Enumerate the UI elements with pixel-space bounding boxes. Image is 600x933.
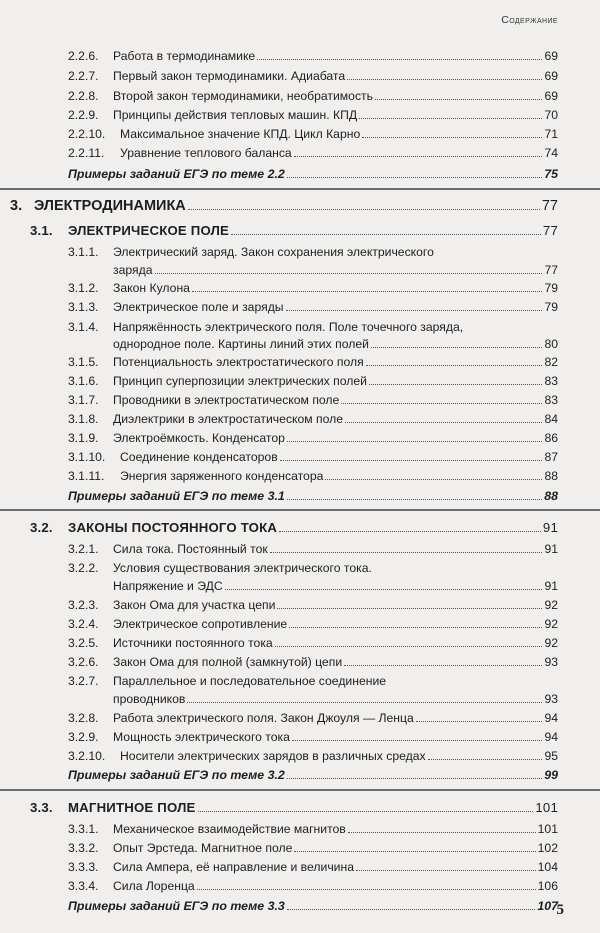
dot-leader xyxy=(187,702,542,703)
dot-leader xyxy=(270,552,543,553)
entry-page: 92 xyxy=(544,617,558,631)
entry-page: 77 xyxy=(541,198,558,214)
entry-number: 3.2.8. xyxy=(68,711,99,725)
entry-title: Механическое взаимодействие магнитов xyxy=(113,822,346,836)
entry-title: Закон Кулона xyxy=(113,281,190,295)
entry-number: 3.1.1. xyxy=(68,245,99,259)
entry-page: 79 xyxy=(544,281,558,295)
toc-entry-3-2-10[interactable] xyxy=(68,748,558,764)
dot-leader xyxy=(257,59,542,60)
toc-entry-3-1-6[interactable] xyxy=(68,373,558,389)
toc-entry-3-1-11[interactable] xyxy=(68,468,558,484)
entry-title: Соединение конденсаторов xyxy=(120,450,278,464)
dot-leader xyxy=(287,778,542,779)
entry-title-cont: однородное поле. Картины линий этих полей xyxy=(113,337,369,351)
entry-page: 80 xyxy=(544,337,558,351)
entry-title-cont: Напряжение и ЭДС xyxy=(113,579,223,593)
entry-title: Сила Лоренца xyxy=(113,879,195,893)
dot-leader xyxy=(347,79,542,80)
entry-title: МАГНИТНОЕ ПОЛЕ xyxy=(68,800,196,815)
dot-leader xyxy=(197,889,536,890)
entry-page: 77 xyxy=(542,223,558,238)
entry-number: 3.3. xyxy=(30,800,53,815)
entry-page: 82 xyxy=(544,355,558,369)
toc-entry-2-2-7[interactable] xyxy=(68,68,558,84)
entry-number: 3.1.3. xyxy=(68,300,99,314)
toc-examples-3-1[interactable] xyxy=(68,488,558,504)
entry-number: 2.2.6. xyxy=(68,49,99,63)
toc-entry-3-1-1-line1[interactable] xyxy=(68,244,434,260)
entry-page: 101 xyxy=(537,822,558,836)
entry-number: 3.1.10. xyxy=(68,450,106,464)
entry-number: 2.2.9. xyxy=(68,108,99,122)
toc-entry-2-2-9[interactable] xyxy=(68,107,558,123)
toc-entry-3-2-7-line1[interactable] xyxy=(68,673,386,689)
entry-title: Примеры заданий ЕГЭ по теме 3.3 xyxy=(68,899,285,913)
entry-number: 3.1.4. xyxy=(68,320,99,334)
entry-number: 3.2.4. xyxy=(68,617,99,631)
toc-entry-3-1-9[interactable] xyxy=(68,430,558,446)
entry-page: 83 xyxy=(544,374,558,388)
dot-leader xyxy=(231,234,541,235)
entry-page: 104 xyxy=(537,860,558,874)
entry-number: 3.3.1. xyxy=(68,822,99,836)
section-divider xyxy=(0,789,600,791)
toc-section-3-1[interactable] xyxy=(30,223,558,239)
entry-number: 3.2.6. xyxy=(68,655,99,669)
dot-leader xyxy=(362,137,542,138)
toc-section-3-2[interactable] xyxy=(30,520,558,536)
toc-entry-2-2-6[interactable] xyxy=(68,48,558,64)
entry-number: 3.2.10. xyxy=(68,749,106,763)
entry-page: 91 xyxy=(544,579,558,593)
dot-leader xyxy=(356,870,536,871)
entry-page: 88 xyxy=(544,489,558,503)
dot-leader xyxy=(366,365,543,366)
entry-title: Примеры заданий ЕГЭ по теме 3.1 xyxy=(68,489,285,503)
entry-number: 3.1.8. xyxy=(68,412,99,426)
entry-number: 3.1.9. xyxy=(68,431,99,445)
toc-entry-2-2-10[interactable] xyxy=(68,126,558,142)
entry-page: 91 xyxy=(542,520,558,535)
toc-entry-3-2-4[interactable] xyxy=(68,616,558,632)
entry-page: 101 xyxy=(535,800,558,815)
entry-number: 3.1.6. xyxy=(68,374,99,388)
entry-title: Электрическое поле и заряды xyxy=(113,300,284,314)
dot-leader xyxy=(287,499,542,500)
dot-leader xyxy=(348,832,536,833)
entry-title: Работа в термодинамике xyxy=(113,49,256,63)
dot-leader xyxy=(359,118,542,119)
entry-title: Первый закон термодинамики. Адиабата xyxy=(113,69,346,83)
entry-number: 3.1.2. xyxy=(68,281,99,295)
dot-leader xyxy=(416,721,543,722)
entry-number: 3.2.9. xyxy=(68,730,99,744)
entry-title: Мощность электрического тока xyxy=(113,730,290,744)
entry-page: 92 xyxy=(544,598,558,612)
toc-entry-3-2-2-line2[interactable] xyxy=(113,578,558,594)
entry-page: 94 xyxy=(544,711,558,725)
toc-entry-3-3-4[interactable] xyxy=(68,878,558,894)
entry-title: Принцип суперпозиции электрических полей xyxy=(113,374,367,388)
chapter-divider xyxy=(0,188,600,190)
entry-title: Сила Ампера, её направление и величина xyxy=(113,860,354,874)
entry-number: 3.2.5. xyxy=(68,636,99,650)
entry-title-cont: заряда xyxy=(113,263,153,277)
entry-page: 69 xyxy=(544,89,558,103)
entry-page: 107 xyxy=(537,899,558,913)
toc-section-3-3[interactable] xyxy=(30,800,558,816)
entry-title: Опыт Эрстеда. Магнитное поле xyxy=(113,841,293,855)
entry-title-cont: проводников xyxy=(113,692,186,706)
dot-leader xyxy=(345,422,542,423)
dot-leader xyxy=(192,291,542,292)
entry-title: Диэлектрики в электростатическом поле xyxy=(113,412,344,426)
page-number: 5 xyxy=(556,902,564,918)
entry-title: Источники постоянного тока xyxy=(113,636,273,650)
entry-title: Электроёмкость. Конденсатор xyxy=(113,431,285,445)
entry-page: 83 xyxy=(544,393,558,407)
toc-entry-3-1-10[interactable] xyxy=(68,449,558,465)
entry-title: Примеры заданий ЕГЭ по теме 2.2 xyxy=(68,167,285,181)
entry-number: 3.1.7. xyxy=(68,393,99,407)
entry-title: Примеры заданий ЕГЭ по теме 3.2 xyxy=(68,768,285,782)
entry-title: Работа электрического поля. Закон Джоуля — Ленца xyxy=(113,711,414,725)
entry-title: Энергия заряженного конденсатора xyxy=(120,469,324,483)
entry-number: 3.3.2. xyxy=(68,841,99,855)
entry-page: 75 xyxy=(544,167,558,181)
toc-examples-3-2[interactable] xyxy=(68,767,558,783)
entry-page: 71 xyxy=(544,127,558,141)
entry-title: Уравнение теплового баланса xyxy=(120,146,292,160)
running-header: Содержание xyxy=(501,14,558,26)
entry-page: 95 xyxy=(544,749,558,763)
entry-page: 79 xyxy=(544,300,558,314)
entry-number: 3.2.2. xyxy=(68,561,99,575)
entry-page: 88 xyxy=(544,469,558,483)
entry-title: Потенциальность электростатического поля xyxy=(113,355,364,369)
toc-entry-3-1-4-line2[interactable] xyxy=(113,336,558,352)
toc-entry-3-1-4-line1[interactable] xyxy=(68,319,463,335)
entry-page: 74 xyxy=(544,146,558,160)
toc-entry-2-2-11[interactable] xyxy=(68,145,558,161)
entry-page: 92 xyxy=(544,636,558,650)
entry-title: Электрический заряд. Закон сохранения электрического xyxy=(113,245,434,259)
entry-title: Сила тока. Постоянный ток xyxy=(113,542,268,556)
entry-title: Второй закон термодинамики, необратимость xyxy=(113,89,373,103)
dot-leader xyxy=(375,99,542,100)
toc-entry-3-1-2[interactable] xyxy=(68,280,558,296)
entry-page: 77 xyxy=(544,263,558,277)
entry-title: Условия существования электрического тока. xyxy=(113,561,372,575)
entry-title: Максимальное значение КПД. Цикл Карно xyxy=(120,127,361,141)
entry-title: Напряжённость электрического поля. Поле точечного заряда, xyxy=(113,320,464,334)
entry-page: 69 xyxy=(544,69,558,83)
toc-entry-3-2-1[interactable] xyxy=(68,541,558,557)
dot-leader xyxy=(279,531,541,532)
entry-page: 84 xyxy=(544,412,558,426)
entry-number: 3.2.7. xyxy=(68,674,99,688)
toc-examples-3-3[interactable] xyxy=(68,898,558,914)
entry-page: 102 xyxy=(537,841,558,855)
entry-title: Параллельное и последовательное соединение xyxy=(113,674,387,688)
dot-leader xyxy=(294,156,543,157)
entry-number: 2.2.10. xyxy=(68,127,106,141)
entry-page: 99 xyxy=(544,768,558,782)
dot-leader xyxy=(428,759,543,760)
entry-title: ЭЛЕКТРОДИНАМИКА xyxy=(34,198,186,214)
toc-entry-2-2-8[interactable] xyxy=(68,88,558,104)
toc-chapter-3[interactable] xyxy=(10,198,558,214)
dot-leader xyxy=(287,909,536,910)
entry-number: 3.1. xyxy=(30,223,53,238)
toc-entry-3-3-1[interactable] xyxy=(68,821,558,837)
toc-entry-3-2-8[interactable] xyxy=(68,710,558,726)
toc-entry-3-2-9[interactable] xyxy=(68,729,558,745)
entry-number: 2.2.7. xyxy=(68,69,99,83)
section-divider xyxy=(0,509,600,511)
entry-number: 3.3.3. xyxy=(68,860,99,874)
dot-leader xyxy=(198,811,534,812)
dot-leader xyxy=(277,608,542,609)
entry-number: 3.3.4. xyxy=(68,879,99,893)
dot-leader xyxy=(155,273,543,274)
entry-title: Закон Ома для полной (замкнутой) цепи xyxy=(113,655,343,669)
entry-page: 93 xyxy=(544,655,558,669)
entry-number: 2.2.8. xyxy=(68,89,99,103)
entry-title: Электрическое сопротивление xyxy=(113,617,288,631)
entry-page: 94 xyxy=(544,730,558,744)
dot-leader xyxy=(287,177,542,178)
dot-leader xyxy=(275,646,543,647)
entry-number: 3.2.3. xyxy=(68,598,99,612)
dot-leader xyxy=(188,209,540,210)
toc-entry-3-1-3[interactable] xyxy=(68,299,558,315)
dot-leader xyxy=(292,740,543,741)
toc-examples-2-2[interactable] xyxy=(68,166,558,182)
toc-entry-3-1-8[interactable] xyxy=(68,411,558,427)
toc-entry-3-2-6[interactable] xyxy=(68,654,558,670)
entry-page: 93 xyxy=(544,692,558,706)
toc-entry-3-2-5[interactable] xyxy=(68,635,558,651)
entry-title: Носители электрических зарядов в различных средах xyxy=(120,749,426,763)
toc-entry-3-1-5[interactable] xyxy=(68,354,558,370)
dot-leader xyxy=(344,665,542,666)
entry-number: 2.2.11. xyxy=(68,146,105,160)
entry-number: 3.1.11. xyxy=(68,469,105,483)
dot-leader xyxy=(369,384,543,385)
entry-title: Принципы действия тепловых машин. КПД xyxy=(113,108,358,122)
entry-number: 3.2. xyxy=(30,520,53,535)
dot-leader xyxy=(286,310,543,311)
entry-title: ЭЛЕКТРИЧЕСКОЕ ПОЛЕ xyxy=(68,223,230,238)
entry-title: Закон Ома для участка цепи xyxy=(113,598,276,612)
dot-leader xyxy=(325,479,542,480)
entry-number: 3. xyxy=(10,198,23,214)
entry-page: 106 xyxy=(537,879,558,893)
toc-entry-3-3-3[interactable] xyxy=(68,859,558,875)
entry-title: ЗАКОНЫ ПОСТОЯННОГО ТОКА xyxy=(68,520,278,535)
entry-page: 86 xyxy=(544,431,558,445)
entry-page: 91 xyxy=(544,542,558,556)
entry-number: 3.2.1. xyxy=(68,542,99,556)
toc-entry-3-2-2-line1[interactable] xyxy=(68,560,372,576)
toc-entry-3-3-2[interactable] xyxy=(68,840,558,856)
dot-leader xyxy=(294,851,535,852)
dot-leader xyxy=(280,460,543,461)
dot-leader xyxy=(371,347,543,348)
dot-leader xyxy=(225,589,543,590)
toc-entry-3-1-7[interactable] xyxy=(68,392,558,408)
dot-leader xyxy=(341,403,542,404)
entry-page: 70 xyxy=(544,108,558,122)
entry-number: 3.1.5. xyxy=(68,355,99,369)
entry-page: 87 xyxy=(544,450,558,464)
dot-leader xyxy=(289,627,542,628)
dot-leader xyxy=(287,441,543,442)
entry-page: 69 xyxy=(544,49,558,63)
toc-entry-3-2-3[interactable] xyxy=(68,597,558,613)
entry-title: Проводники в электростатическом поле xyxy=(113,393,340,407)
toc-entry-3-2-7-line2[interactable] xyxy=(113,691,558,707)
toc-entry-3-1-1-line2[interactable] xyxy=(113,262,558,278)
